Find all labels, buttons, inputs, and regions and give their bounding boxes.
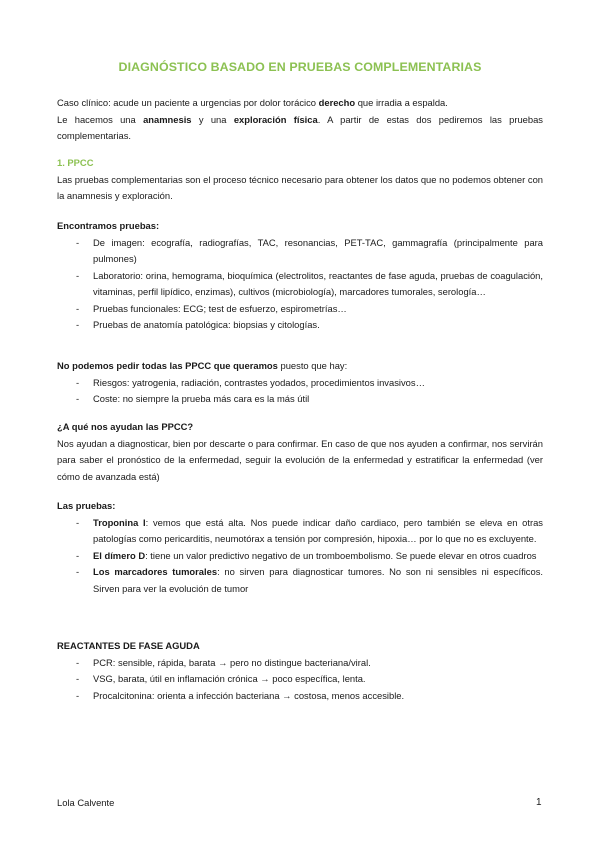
list-item: - Pruebas funcionales: ECG; test de esfuerzo, espirometrías… xyxy=(57,301,543,318)
section-text: Nos ayudan a diagnosticar, bien por descarte o para confirmar. En caso de que nos ayuden a confirmar, nos servirán para saber el pronóstico de la enfermedad, seguir la evolución de la enfermedad y estratificar la enfermedad (ver cómo de avanzada está) xyxy=(57,437,543,482)
intro-block xyxy=(57,95,543,145)
list-item: - Troponina I: vemos que está alta. Nos puede indicar daño cardiaco, pero también se eleva en otras patologías como pericarditis, neumotórax a tensión por compresión, hipoxia… por lo que no es excluyente. xyxy=(57,515,543,548)
section-text: Las pruebas complementarias son el proceso técnico necesario para obtener los datos que no podemos obtener con la anamnesis y exploración. xyxy=(57,173,543,201)
list-item: - Los marcadores tumorales: no sirven para diagnosticar tumores. No son ni sensibles ni específicos. Sirven para ver la evolución de tumor xyxy=(57,564,543,597)
section-ayudan xyxy=(57,419,543,485)
bullet-list xyxy=(57,655,543,705)
page-number: 1 xyxy=(536,797,542,808)
list-item: - PCR: sensible, rápida, barata → pero no distingue bacteriana/viral. xyxy=(57,655,543,672)
document-title: DIAGNÓSTICO BASADO EN PRUEBAS COMPLEMENTARIAS xyxy=(118,60,482,74)
list-item: - El dímero D: tiene un valor predictivo negativo de un tromboembolismo. Se puede elevar en otros cuadros xyxy=(57,548,543,565)
section-heading: 1. PPCC xyxy=(57,157,94,168)
list-item: - Coste: no siempre la prueba más cara es la más útil xyxy=(57,391,543,408)
case-line: Caso clínico: acude un paciente a urgencias por dolor torácico derecho que irradia a espalda. xyxy=(57,97,448,108)
list-item: - Pruebas de anatomía patológica: biopsias y citologías. xyxy=(57,317,543,334)
section-pruebas xyxy=(57,498,543,597)
list-item: - Riesgos: yatrogenia, radiación, contrastes yodados, procedimientos invasivos… xyxy=(57,375,543,392)
intro-paragraph: Le hacemos una anamnesis y una exploración física. A partir de estas dos pediremos las pruebas complementarias. xyxy=(57,113,543,141)
section-heading: REACTANTES DE FASE AGUDA xyxy=(57,640,200,651)
section-heading: Las pruebas: xyxy=(57,500,116,511)
section-ppcc xyxy=(57,155,543,205)
list-item: - VSG, barata, útil en inflamación crónica → poco específica, lenta. xyxy=(57,671,543,688)
section-reactantes xyxy=(57,638,543,704)
section-heading: ¿A qué nos ayudan las PPCC? xyxy=(57,421,194,432)
list-item: - Laboratorio: orina, hemograma, bioquímica (electrolitos, reactantes de fase aguda, pruebas de coagulación, vitaminas, perfil lipídico, enzimas), cultivos (microbiología), marcadores tumorales, serología… xyxy=(57,268,543,301)
section-nopodemos xyxy=(57,358,543,408)
section-heading: No podemos pedir todas las PPCC que queramos puesto que hay: xyxy=(57,360,348,371)
footer-author: Lola Calvente xyxy=(57,797,115,808)
bullet-list xyxy=(57,515,543,598)
section-encontramos xyxy=(57,218,543,334)
section-heading: Encontramos pruebas: xyxy=(57,220,160,231)
bullet-list xyxy=(57,375,543,408)
list-item: - Procalcitonina: orienta a infección bacteriana → costosa, menos accesible. xyxy=(57,688,543,705)
list-item: - De imagen: ecografía, radiografías, TAC, resonancias, PET-TAC, gammagrafía (principalmente para pulmones) xyxy=(57,235,543,268)
bullet-list xyxy=(57,235,543,334)
